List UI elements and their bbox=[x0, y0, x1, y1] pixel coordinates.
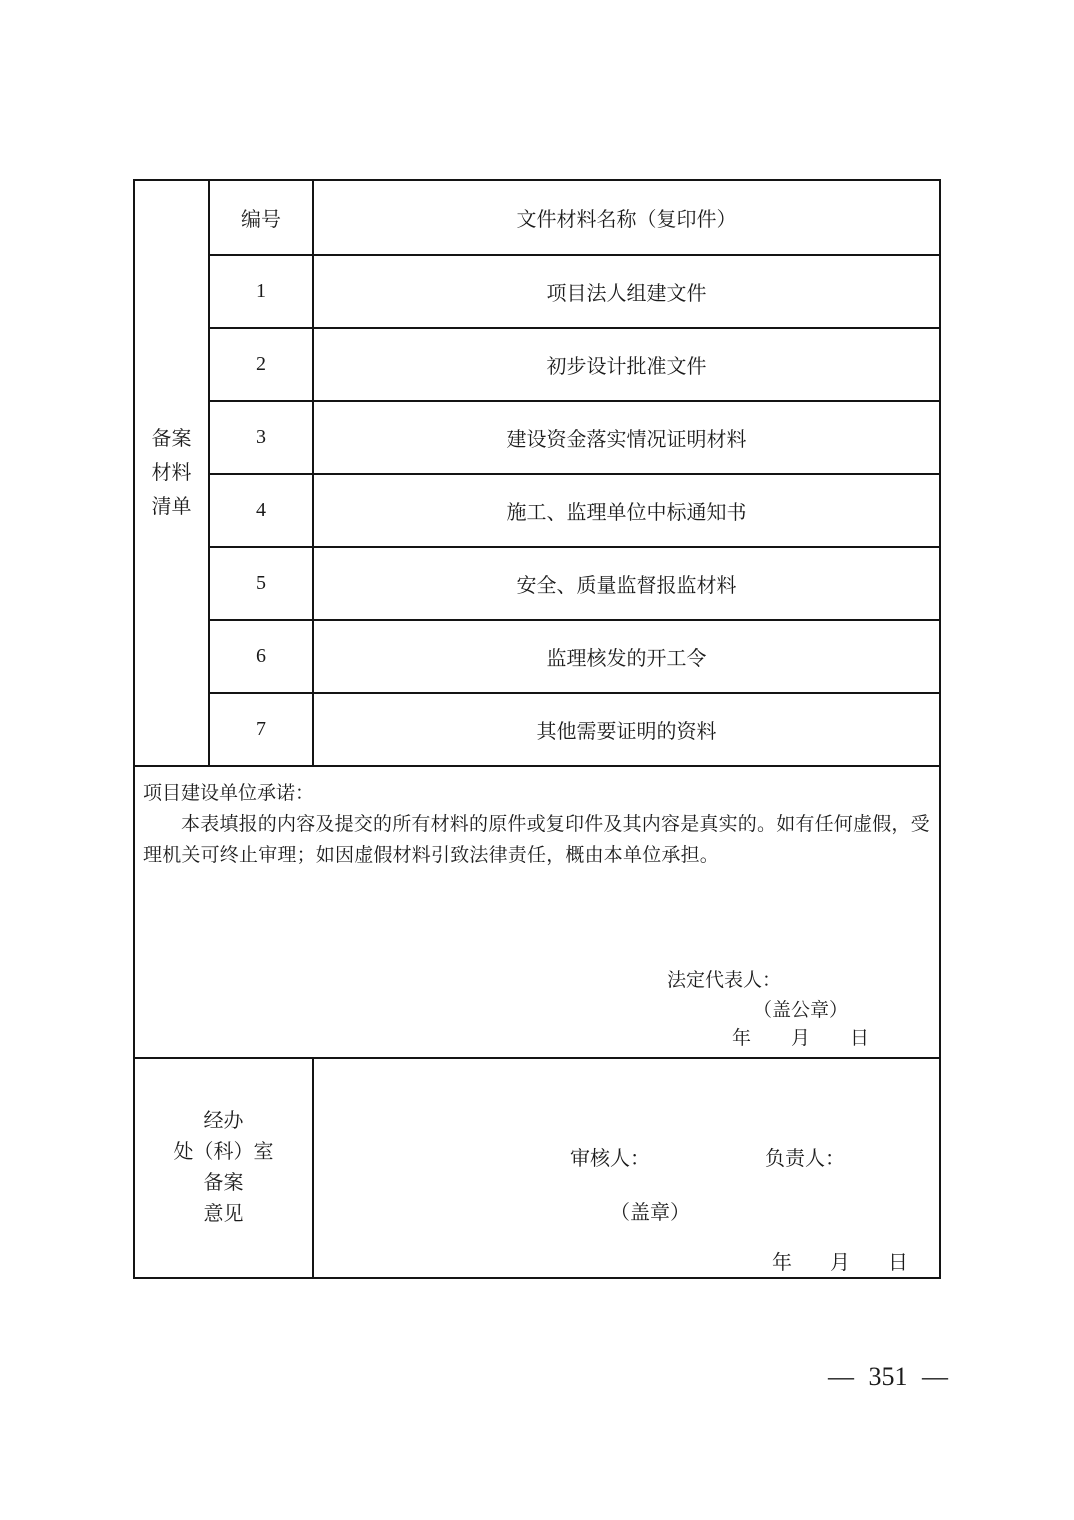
row-name: 建设资金落实情况证明材料 bbox=[314, 400, 939, 473]
row-header-line: 清单 bbox=[151, 496, 192, 518]
page-number: — 351 — bbox=[828, 1362, 948, 1391]
review-content-cell bbox=[314, 1059, 939, 1277]
official-seal-label: （盖公章） bbox=[753, 1000, 849, 1021]
month-label: 月 bbox=[830, 1252, 850, 1274]
review-label-line: 经办 bbox=[203, 1110, 244, 1132]
column-header-name: 文件材料名称（复印件） bbox=[516, 209, 737, 231]
row-header-line: 材料 bbox=[151, 462, 192, 484]
commitment-title: 项目建设单位承诺： bbox=[143, 783, 315, 804]
row-name: 其他需要证明的资料 bbox=[314, 692, 939, 765]
year-label: 年 bbox=[732, 1028, 752, 1049]
review-section bbox=[135, 1059, 939, 1277]
review-date-line bbox=[772, 1251, 908, 1275]
row-number: 4 bbox=[210, 473, 314, 546]
day-label: 日 bbox=[850, 1028, 870, 1049]
row-number: 1 bbox=[210, 254, 314, 327]
row-name: 安全、质量监督报监材料 bbox=[314, 546, 939, 619]
row-number: 2 bbox=[210, 327, 314, 400]
review-section-label bbox=[135, 1059, 314, 1277]
row-number: 5 bbox=[210, 546, 314, 619]
row-name: 施工、监理单位中标通知书 bbox=[314, 473, 939, 546]
row-name: 监理核发的开工令 bbox=[314, 619, 939, 692]
row-name: 初步设计批准文件 bbox=[314, 327, 939, 400]
materials-list-row-header bbox=[135, 181, 210, 765]
row-number: 3 bbox=[210, 400, 314, 473]
year-label: 年 bbox=[772, 1252, 792, 1274]
commitment-body: 本表填报的内容及提交的所有材料的原件或复印件及其内容是真实的。如有任何虚假，受理机关可终止审理；如因虚假材料引致法律责任，概由本单位承担。 bbox=[143, 814, 930, 866]
row-number: 7 bbox=[210, 692, 314, 765]
row-header-line: 备案 bbox=[151, 428, 192, 450]
commitment-section bbox=[135, 767, 939, 1059]
column-header-number: 编号 bbox=[210, 181, 314, 254]
row-number: 6 bbox=[210, 619, 314, 692]
filing-form-table bbox=[133, 179, 941, 1279]
seal-label: （盖章） bbox=[610, 1202, 690, 1224]
responsible-label: 负责人： bbox=[765, 1148, 845, 1170]
materials-list-table bbox=[135, 181, 939, 767]
legal-representative-label: 法定代表人： bbox=[667, 970, 782, 991]
review-label-line: 备案 bbox=[203, 1172, 244, 1194]
month-label: 月 bbox=[791, 1028, 811, 1049]
review-label-line: 处（科）室 bbox=[173, 1141, 274, 1163]
reviewer-label: 审核人： bbox=[570, 1148, 650, 1170]
row-name: 项目法人组建文件 bbox=[314, 254, 939, 327]
day-label: 日 bbox=[888, 1252, 908, 1274]
commitment-date-line bbox=[732, 1028, 869, 1050]
review-label-line: 意见 bbox=[203, 1203, 244, 1225]
